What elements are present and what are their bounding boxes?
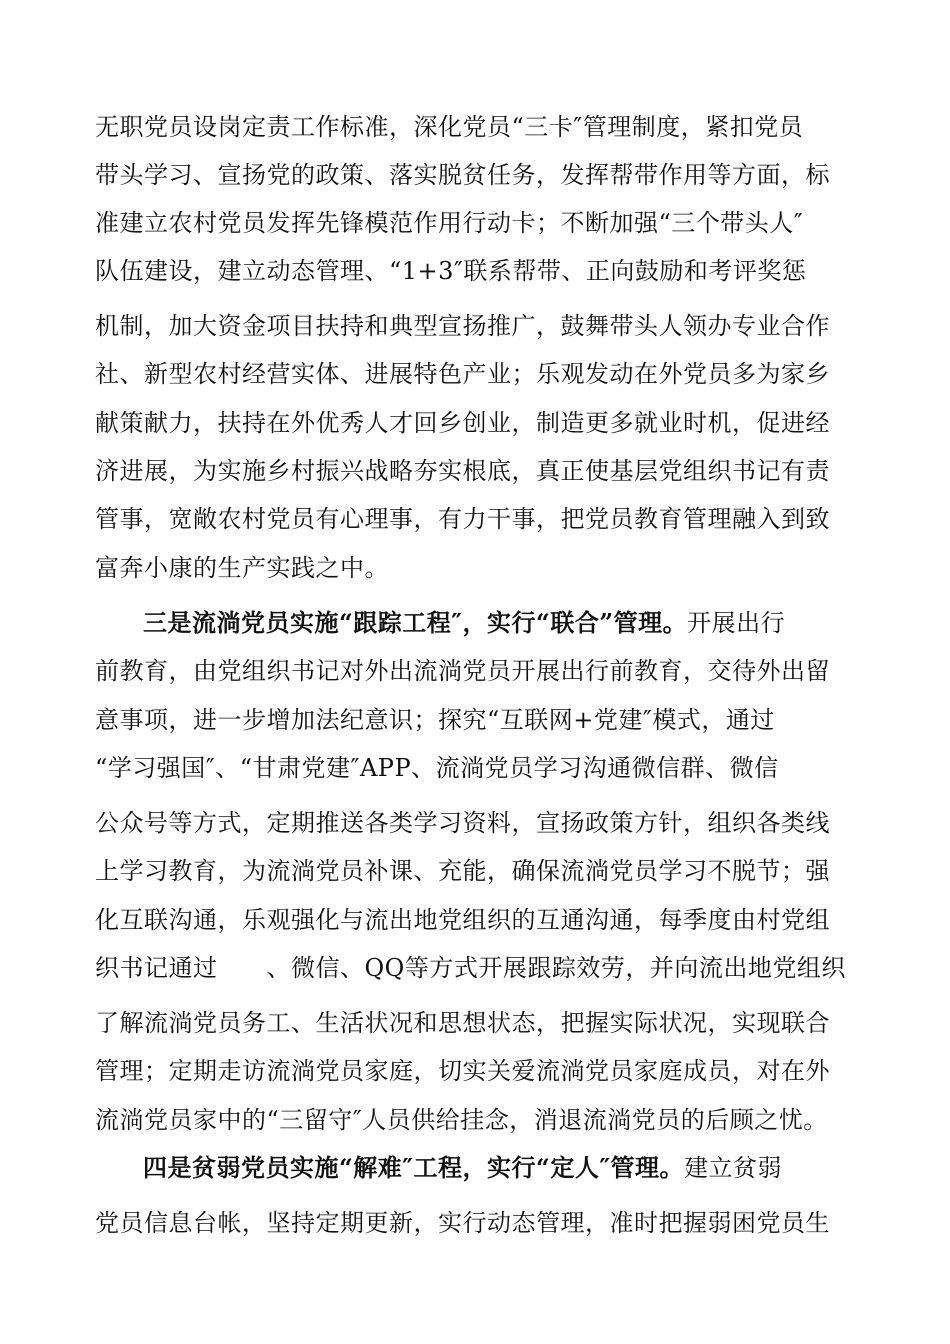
p1-line-8: 济进展，为实施乡村振兴战略夯实根底，真正使基层党组织书记有责 — [95, 457, 830, 485]
p1-line-5: 机制，加大资金项目扶持和典型宣扬推广，鼓舞带头人领办专业合作 — [95, 312, 830, 340]
p1-line-4: 队伍建设，建立动态管理、“1+3″联系帮带、正向鼓励和考评奖惩 — [95, 257, 807, 285]
p1-line-6: 社、新型农村经营实体、进展特色产业；乐观发动在外党员多为家乡 — [95, 360, 830, 388]
p2-line-3: 意事项，进一步增加法纪意识；探究“互联网+党建″模式，通过 — [95, 706, 775, 734]
p2-line-9: 了解流淌党员务工、生活状况和思想状态，把握实际状况，实现联合 — [95, 1009, 830, 1037]
p1-line-7: 献策献力，扶持在外优秀人才回乡创业，制造更多就业时机，促进经 — [95, 409, 830, 437]
p1-line-2: 带头学习、宣扬党的政策、落实脱贫任务，发挥帮带作用等方面，标 — [95, 161, 830, 189]
p3-line-2: 党员信息台帐，坚持定期更新，实行动态管理，准时把握弱困党员生 — [95, 1209, 830, 1237]
p1-line-10: 富奔小康的生产实践之中。 — [95, 554, 389, 582]
p3-first-line-rest: 建立贫弱 — [684, 1154, 783, 1182]
p3-heading: 四是贫弱党员实施“解难″工程，实行“定人″管理。 — [143, 1153, 685, 1182]
p2-heading: 三是流淌党员实施“跟踪工程″，实行“联合”管理。 — [143, 608, 688, 637]
p2-line-5: 公众号等方式，定期推送各类学习资料，宣扬政策方针，组织各类线 — [95, 809, 830, 837]
p2-line-8: 织书记通过 、微信、QQ等方式开展跟踪效劳，并向流出地党组织 — [95, 954, 846, 982]
p2-first-line-rest: 开展出行 — [687, 609, 786, 637]
p2-line-1 — [143, 608, 785, 638]
p1-line-3: 准建立农村党员发挥先锋模范作用行动卡；不断加强“三个带头人″ — [95, 209, 804, 237]
p1-line-1: 无职党员设岗定责工作标准，深化党员“三卡″管理制度，紧扣党员 — [95, 113, 804, 141]
p2-line-10: 管理；定期走访流淌党员家庭，切实关爱流淌党员家庭成员，对在外 — [95, 1057, 830, 1085]
p2-line-11: 流淌党员家中的“三留守″人员供给挂念，消退流淌党员的后顾之忧。 — [95, 1106, 828, 1134]
p2-line-6: 上学习教育，为流淌党员补课、充能，确保流淌党员学习不脱节；强 — [95, 857, 830, 885]
p3-line-1 — [143, 1153, 782, 1183]
p2-line-7: 化互联沟通，乐观强化与流出地党组织的互通沟通，每季度由村党组 — [95, 906, 830, 934]
p2-line-4: “学习强国″、“甘肃党建″APP、流淌党员学习沟通微信群、微信 — [95, 754, 779, 782]
p1-line-9: 管事，宽敞农村党员有心理事，有力干事，把党员教育管理融入到致 — [95, 505, 830, 533]
p2-line-2: 前教育，由党组织书记对外出流淌党员开展出行前教育，交待外出留 — [95, 657, 830, 685]
